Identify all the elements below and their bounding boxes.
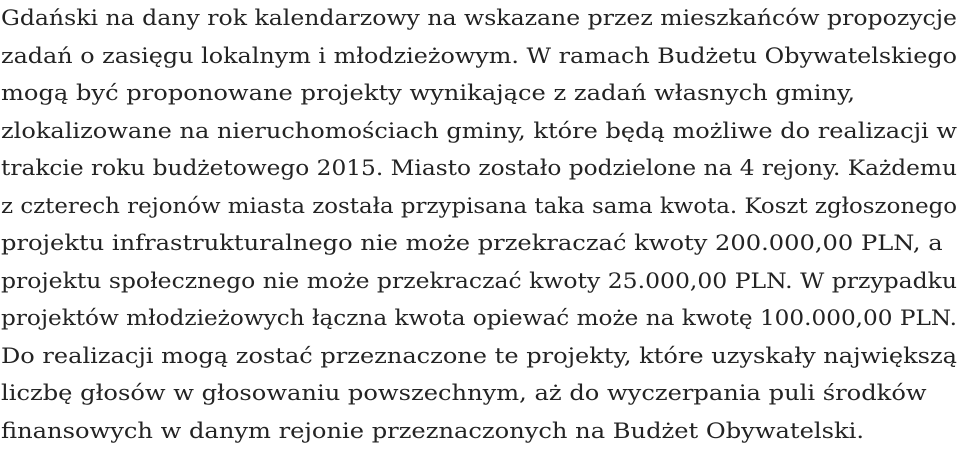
document-body [1, 0, 959, 450]
paragraph-line: finansowych w danym rejonie przeznaczonych na Budżet Obywatelski. [1, 413, 959, 450]
paragraph-line: Do realizacji mogą zostać przeznaczone te projekty, które uzyskały największą [1, 338, 959, 376]
paragraph-line: zadań o zasięgu lokalnym i młodzieżowym. W ramach Budżetu Obywatelskiego [1, 38, 959, 76]
paragraph-line: z czterech rejonów miasta została przypisana taka sama kwota. Koszt zgłoszonego [1, 188, 959, 226]
paragraph-line: Gdański na dany rok kalendarzowy na wskazane przez mieszkańców propozycje [1, 0, 959, 38]
paragraph-line: projektu społecznego nie może przekraczać kwoty 25.000,00 PLN. W przypadku [1, 263, 959, 301]
paragraph-line: zlokalizowane na nieruchomościach gminy, które będą możliwe do realizacji w [1, 113, 959, 151]
paragraph-line: mogą być proponowane projekty wynikające z zadań własnych gminy, [1, 75, 959, 113]
paragraph-line: projektów młodzieżowych łączna kwota opiewać może na kwotę 100.000,00 PLN. [1, 300, 959, 338]
paragraph-line: projektu infrastrukturalnego nie może przekraczać kwoty 200.000,00 PLN, a [1, 225, 959, 263]
paragraph-line: liczbę głosów w głosowaniu powszechnym, aż do wyczerpania puli środków [1, 375, 959, 413]
paragraph-line: trakcie roku budżetowego 2015. Miasto zostało podzielone na 4 rejony. Każdemu [1, 150, 959, 188]
